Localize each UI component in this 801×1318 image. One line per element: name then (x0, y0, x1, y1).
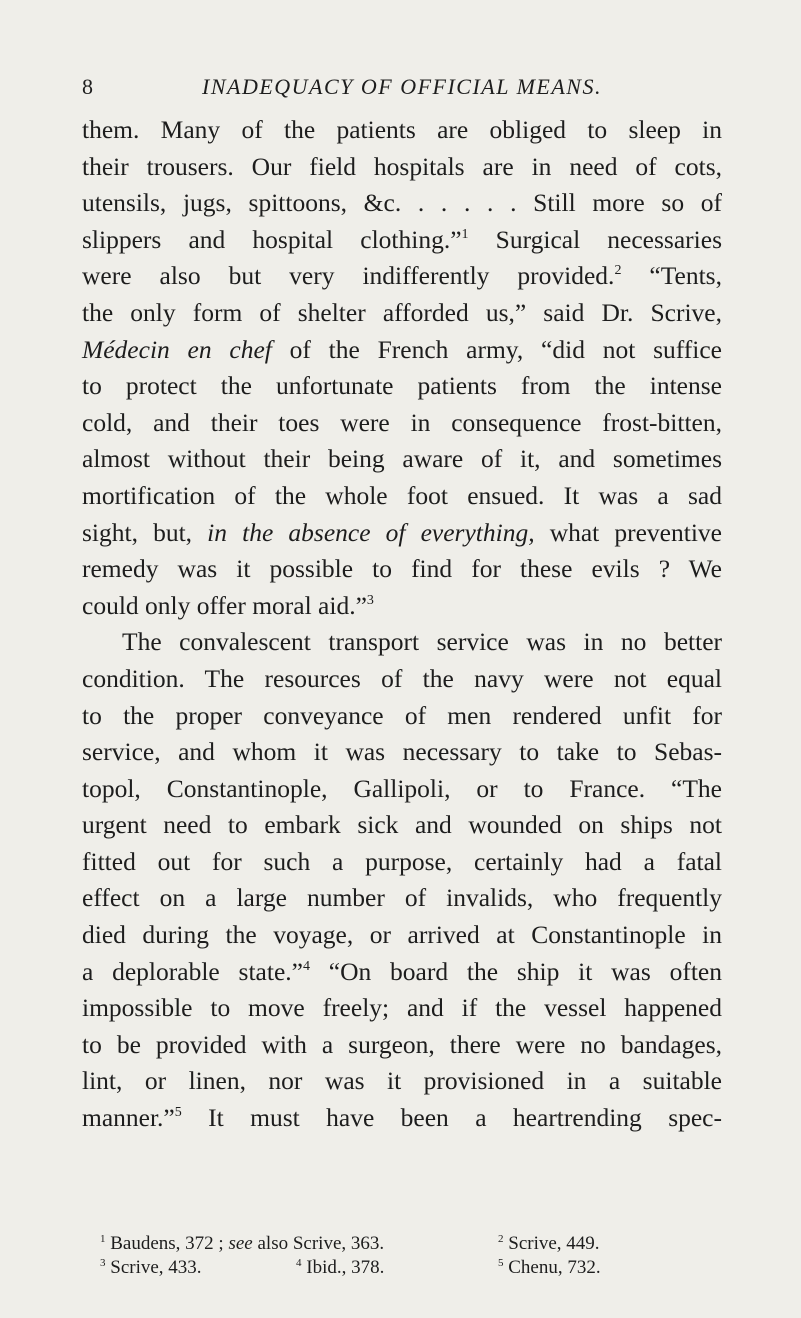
text-line: utensils, jugs, spittoons, &c. . . . . . Still more so of (82, 188, 722, 218)
footnote-text: Scrive, 433. (105, 1257, 202, 1278)
footnote-italic: see (228, 1233, 253, 1254)
footnote-ref: 5 (174, 1105, 182, 1121)
text-line: topol, Constantinople, Gallipoli, or to France. “The (82, 773, 722, 803)
footnote-line (100, 1232, 720, 1256)
text-span: “On board the ship it was often (309, 956, 722, 986)
text-span: slippers and hospital clothing.” (82, 224, 462, 254)
text-span: “Tents, (621, 261, 722, 291)
text-span: were also but very indifferently provided. (82, 261, 615, 291)
text-line: lint, or linen, nor was it provisioned in a suitable (82, 1066, 722, 1096)
text-span: manner.” (82, 1103, 175, 1133)
footnote-ref: 3 (366, 592, 374, 608)
text-line: them. Many of the patients are obliged to sleep in (82, 115, 722, 144)
footnote-text: Baudens, 372 ; (105, 1233, 229, 1254)
text-span: could only offer moral aid.” (82, 590, 367, 620)
running-head: INADEQUACY OF OFFICIAL MEANS. (202, 74, 602, 99)
italic-span: Médecin en chef (82, 334, 272, 364)
text-line (82, 954, 722, 991)
text-line (82, 515, 722, 552)
footnote-number: 5 (498, 1257, 504, 1269)
text-line: the only form of shelter afforded us,” said Dr. Scrive, (82, 297, 722, 327)
footnote-2 (498, 1232, 600, 1256)
footnote-text: also Scrive, 363. (252, 1233, 385, 1254)
page-header (82, 74, 722, 104)
text-line: fitted out for such a purpose, certainly had a fatal (82, 846, 722, 876)
footnote-3 (100, 1256, 202, 1280)
footnote-ref: 2 (614, 263, 622, 279)
text-line: effect on a large number of invalids, who frequently (82, 883, 722, 913)
text-line: service, and whom it was necessary to take to Sebas- (82, 737, 722, 767)
footnote-text: Chenu, 732. (503, 1257, 601, 1278)
footnotes (100, 1232, 720, 1280)
italic-span: in the absence of everything, (207, 517, 535, 547)
footnote-line (100, 1256, 720, 1280)
text-line: The convalescent transport service was in no better (122, 627, 722, 657)
footnote-ref: 1 (461, 226, 469, 242)
text-line: urgent need to embark sick and wounded on ships not (82, 810, 722, 840)
text-span: what preventive (534, 517, 722, 547)
footnote-number: 2 (498, 1233, 504, 1245)
text-line (82, 222, 722, 259)
text-line: almost without their being aware of it, and sometimes (82, 444, 722, 474)
text-line: remedy was it possible to find for these evils ? We (82, 554, 722, 584)
footnote-ref: 4 (302, 958, 310, 974)
text-span: sight, but, (82, 517, 208, 547)
page-number: 8 (82, 74, 93, 99)
body-text (82, 112, 722, 1137)
text-span: a deplorable state.” (82, 956, 303, 986)
text-line: their trousers. Our field hospitals are in need of cots, (82, 151, 722, 181)
text-line: died during the voyage, or arrived at Constantinople in (82, 920, 722, 950)
text-line: to protect the unfortunate patients from the intense (82, 371, 722, 401)
footnote-number: 3 (100, 1257, 106, 1269)
footnote-5 (498, 1256, 601, 1280)
text-span: Surgical necessaries (468, 224, 722, 254)
footnote-4 (296, 1256, 384, 1280)
text-span: of the French army, “did not suffice (271, 334, 722, 364)
text-line: to the proper conveyance of men rendered unfit for (82, 700, 722, 730)
footnote-text: Scrive, 449. (503, 1233, 600, 1254)
text-line (82, 588, 722, 625)
text-span: It must have been a heartrending spec- (181, 1103, 722, 1133)
footnote-number: 4 (296, 1257, 302, 1269)
text-line (82, 1100, 722, 1137)
footnote-text: Ibid., 378. (301, 1257, 385, 1278)
text-line: cold, and their toes were in consequence frost-bitten, (82, 407, 722, 437)
text-line (82, 258, 722, 295)
text-line: to be provided with a surgeon, there were no bandages, (82, 1029, 722, 1059)
text-line: condition. The resources of the navy were not equal (82, 663, 722, 693)
footnote-1 (100, 1232, 384, 1256)
text-line: impossible to move freely; and if the vessel happened (82, 993, 722, 1023)
text-line (82, 332, 722, 369)
text-line: mortification of the whole foot ensued. It was a sad (82, 480, 722, 510)
footnote-number: 1 (100, 1233, 106, 1245)
